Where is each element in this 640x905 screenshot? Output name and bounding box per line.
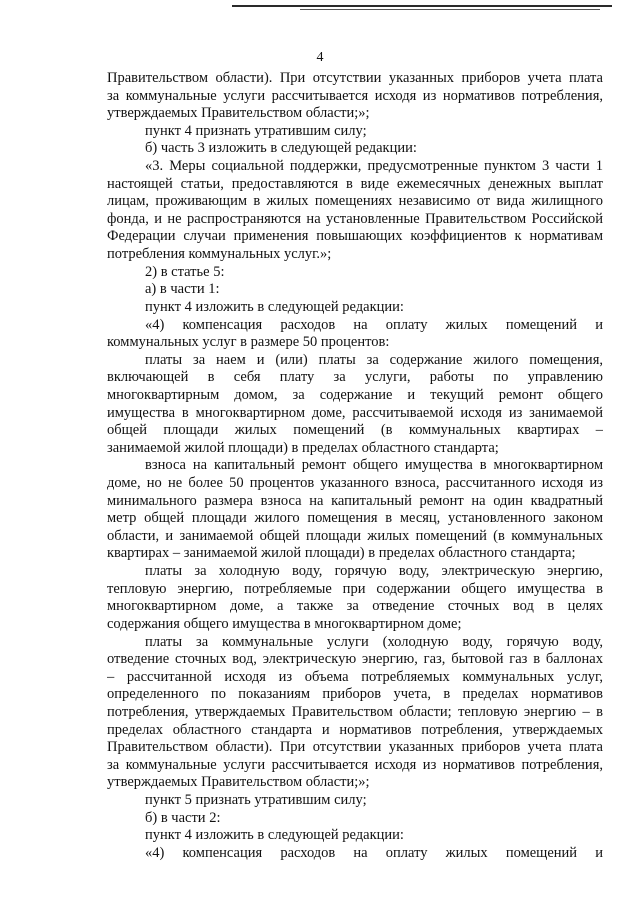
text-line: – рассчитанной исходя из объема потребляемых коммунальных услуг, — [107, 668, 603, 685]
text-line: коммунальных услуг в размере 50 процентов: — [107, 334, 390, 351]
text-line: общей площади жилых помещений (в коммунальных квартирах – — [107, 422, 603, 439]
text-line: Правительством области). При отсутствии указанных приборов учета плата — [107, 70, 603, 86]
text-line: занимаемой жилой площади) в пределах областного стандарта; — [107, 439, 499, 456]
text-line: утверждаемых Правительством области;»; — [107, 774, 370, 791]
text-line: отведение сточных вод, электрическую энергию, газ, бытовой газ в баллонах — [107, 651, 603, 668]
text-line: имущества в многоквартирном доме, рассчитываемой исходя из занимаемой — [107, 404, 603, 421]
text-line: утверждаемых Правительством области;»; — [107, 105, 370, 122]
text-line: «4) компенсация расходов на оплату жилых помещений и — [145, 316, 603, 333]
text-line: включающей в себя плату за услуги, работы по управлению — [107, 369, 603, 386]
header-rule-secondary — [300, 9, 600, 10]
text-line: а) в части 1: — [145, 281, 220, 298]
text-line: фонда, и не распространяются на установленные Правительством Российской — [107, 210, 603, 227]
text-line: минимального размера взноса на капитальный ремонт на один квадратный — [107, 492, 603, 509]
text-line: пункт 4 изложить в следующей редакции: — [145, 827, 404, 844]
text-line: «4) компенсация расходов на оплату жилых помещений и — [145, 844, 603, 861]
text-line: пределах областного стандарта и нормативов потребления, утверждаемых — [107, 721, 603, 738]
text-line: тепловую энергию, потребляемые при содержании общего имущества в — [107, 580, 603, 597]
text-line: 2) в статье 5: — [145, 263, 225, 280]
text-line: потребления, утверждаемых Правительством области; тепловую энергию – в — [107, 703, 603, 720]
page-number: 4 — [316, 50, 324, 65]
text-line: Федерации случаи применения повышающих коэффициентов к нормативам — [107, 228, 603, 245]
text-line: многоквартирном доме, а также за отведение сточных вод в целях — [107, 598, 603, 615]
text-line: за коммунальные услуги рассчитывается исходя из нормативов потребления, — [107, 756, 603, 773]
text-line: лицам, проживающим в жилых помещениях независимо от вида жилищного — [107, 193, 603, 210]
text-line: метр общей площади жилого помещения в месяц, установленного законом — [107, 510, 603, 527]
text-line: пункт 4 изложить в следующей редакции: — [145, 298, 404, 315]
text-line: доме, но не более 50 процентов указанного взноса, рассчитанного исходя из — [107, 475, 603, 492]
text-line: пункт 5 признать утратившим силу; — [145, 791, 367, 808]
text-line: области, и занимаемой общей площади жилых помещений (в коммунальных — [107, 527, 603, 544]
text-line: настоящей статьи, предоставляются в виде ежемесячных денежных выплат — [107, 175, 603, 192]
text-line: платы за коммунальные услуги (холодную воду, горячую воду, — [145, 633, 603, 650]
text-line: б) часть 3 изложить в следующей редакции: — [145, 140, 417, 157]
text-line: содержания общего имущества в многоквартирном доме; — [107, 615, 462, 632]
text-line: многоквартирным домом, за содержание и текущий ремонт общего — [107, 386, 603, 403]
text-line: пункт 4 признать утратившим силу; — [145, 122, 367, 139]
text-line: определенного по показаниям приборов учета, в пределах нормативов — [107, 686, 603, 703]
text-line: платы за наем и (или) платы за содержание жилого помещения, — [145, 351, 603, 368]
header-rule — [232, 5, 612, 7]
text-line: Правительством области). При отсутствии указанных приборов учета плата — [107, 739, 603, 756]
text-line: квартирах – занимаемой жилой площади) в пределах областного стандарта; — [107, 545, 576, 562]
document-body — [107, 70, 603, 862]
text-line: взноса на капитальный ремонт общего имущества в многоквартирном — [145, 457, 603, 474]
text-line: за коммунальные услуги рассчитывается исходя из нормативов потребления, — [107, 87, 603, 104]
text-line: платы за холодную воду, горячую воду, электрическую энергию, — [145, 563, 603, 580]
text-line: потребления коммунальных услуг.»; — [107, 246, 332, 263]
text-line: «3. Меры социальной поддержки, предусмотренные пунктом 3 части 1 — [145, 158, 603, 175]
text-line: б) в части 2: — [145, 809, 221, 826]
